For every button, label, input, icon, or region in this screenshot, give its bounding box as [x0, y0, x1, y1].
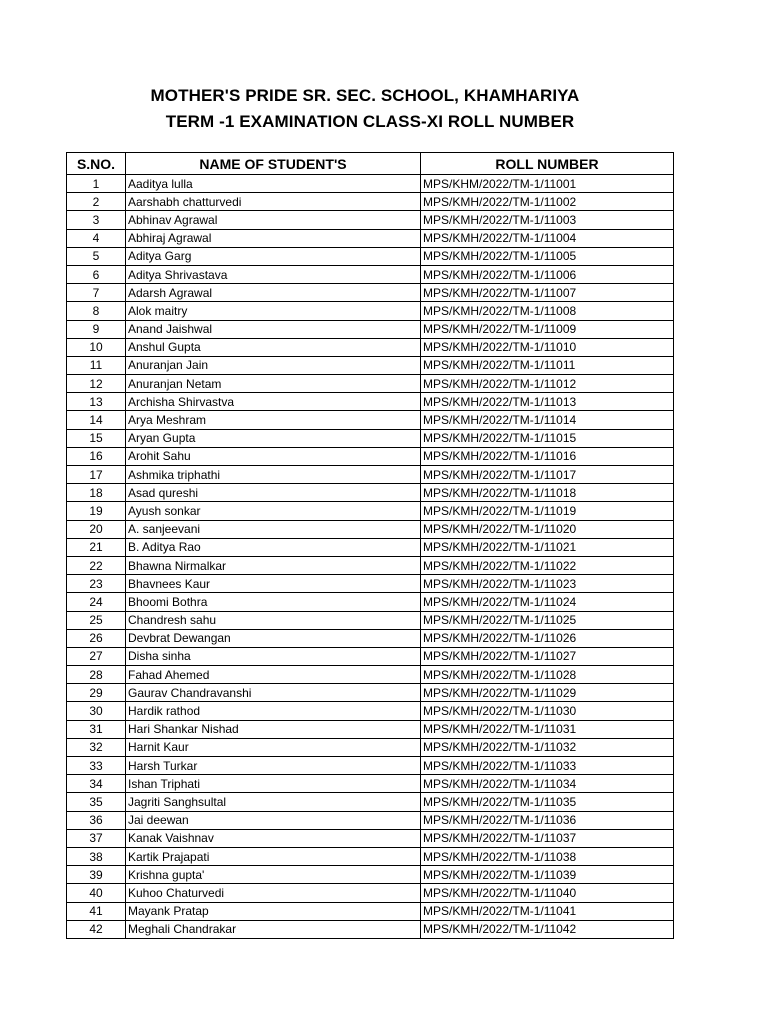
cell-student-name: Kartik Prajapati — [126, 847, 421, 865]
table-row — [67, 611, 674, 629]
cell-sno: 12 — [67, 375, 126, 393]
cell-roll-number: MPS/KMH/2022/TM-1/11014 — [421, 411, 674, 429]
cell-sno: 38 — [67, 847, 126, 865]
cell-sno: 4 — [67, 229, 126, 247]
column-header-name: NAME OF STUDENT'S — [126, 153, 421, 175]
cell-student-name: Bhoomi Bothra — [126, 593, 421, 611]
table-row — [67, 920, 674, 938]
table-row — [67, 775, 674, 793]
cell-student-name: Kanak Vaishnav — [126, 829, 421, 847]
cell-sno: 2 — [67, 193, 126, 211]
cell-student-name: Arohit Sahu — [126, 447, 421, 465]
cell-sno: 7 — [67, 284, 126, 302]
cell-sno: 21 — [67, 538, 126, 556]
cell-roll-number: MPS/KMH/2022/TM-1/11007 — [421, 284, 674, 302]
table-row — [67, 484, 674, 502]
table-row — [67, 757, 674, 775]
cell-sno: 22 — [67, 556, 126, 574]
cell-sno: 24 — [67, 593, 126, 611]
cell-student-name: Arya Meshram — [126, 411, 421, 429]
cell-student-name: Abhinav Agrawal — [126, 211, 421, 229]
table-row — [67, 684, 674, 702]
cell-roll-number: MPS/KMH/2022/TM-1/11027 — [421, 647, 674, 665]
cell-sno: 26 — [67, 629, 126, 647]
cell-sno: 20 — [67, 520, 126, 538]
cell-student-name: Aaditya lulla — [126, 175, 421, 193]
cell-student-name: Abhiraj Agrawal — [126, 229, 421, 247]
table-row — [67, 866, 674, 884]
cell-student-name: Aditya Garg — [126, 247, 421, 265]
table-row — [67, 393, 674, 411]
cell-roll-number: MPS/KMH/2022/TM-1/11024 — [421, 593, 674, 611]
table-row — [67, 666, 674, 684]
table-row — [67, 575, 674, 593]
cell-roll-number: MPS/KMH/2022/TM-1/11013 — [421, 393, 674, 411]
cell-roll-number: MPS/KMH/2022/TM-1/11031 — [421, 720, 674, 738]
cell-sno: 40 — [67, 884, 126, 902]
cell-student-name: Anuranjan Netam — [126, 375, 421, 393]
table-row — [67, 175, 674, 193]
table-row — [67, 902, 674, 920]
cell-roll-number: MPS/KMH/2022/TM-1/11029 — [421, 684, 674, 702]
cell-student-name: Anuranjan Jain — [126, 356, 421, 374]
exam-subtitle: TERM -1 EXAMINATION CLASS-XI ROLL NUMBER — [165, 112, 575, 131]
cell-roll-number: MPS/KMH/2022/TM-1/11038 — [421, 847, 674, 865]
cell-student-name: Aditya Shrivastava — [126, 265, 421, 283]
cell-student-name: Mayank Pratap — [126, 902, 421, 920]
table-row — [67, 502, 674, 520]
table-row — [67, 720, 674, 738]
cell-sno: 41 — [67, 902, 126, 920]
cell-student-name: Anand Jaishwal — [126, 320, 421, 338]
cell-sno: 9 — [67, 320, 126, 338]
school-title: MOTHER'S PRIDE SR. SEC. SCHOOL, KHAMHARIYA — [150, 86, 580, 105]
cell-sno: 8 — [67, 302, 126, 320]
cell-sno: 19 — [67, 502, 126, 520]
cell-roll-number: MPS/KMH/2022/TM-1/11036 — [421, 811, 674, 829]
cell-student-name: Adarsh Agrawal — [126, 284, 421, 302]
table-row — [67, 647, 674, 665]
cell-roll-number: MPS/KMH/2022/TM-1/11037 — [421, 829, 674, 847]
cell-student-name: B. Aditya Rao — [126, 538, 421, 556]
cell-roll-number: MPS/KMH/2022/TM-1/11017 — [421, 466, 674, 484]
cell-roll-number: MPS/KMH/2022/TM-1/11039 — [421, 866, 674, 884]
table-row — [67, 356, 674, 374]
cell-roll-number: MPS/KMH/2022/TM-1/11006 — [421, 265, 674, 283]
cell-student-name: Alok maitry — [126, 302, 421, 320]
cell-student-name: Jai deewan — [126, 811, 421, 829]
cell-sno: 36 — [67, 811, 126, 829]
cell-student-name: Asad qureshi — [126, 484, 421, 502]
cell-sno: 6 — [67, 265, 126, 283]
cell-sno: 25 — [67, 611, 126, 629]
cell-student-name: Meghali Chandrakar — [126, 920, 421, 938]
cell-student-name: Harsh Turkar — [126, 757, 421, 775]
cell-roll-number: MPS/KMH/2022/TM-1/11023 — [421, 575, 674, 593]
cell-student-name: Archisha Shirvastva — [126, 393, 421, 411]
cell-sno: 16 — [67, 447, 126, 465]
cell-sno: 33 — [67, 757, 126, 775]
table-row — [67, 229, 674, 247]
table-body — [67, 175, 674, 939]
table-row — [67, 847, 674, 865]
cell-student-name: Ayush sonkar — [126, 502, 421, 520]
cell-roll-number: MPS/KMH/2022/TM-1/11041 — [421, 902, 674, 920]
cell-sno: 5 — [67, 247, 126, 265]
cell-student-name: Disha sinha — [126, 647, 421, 665]
cell-roll-number: MPS/KMH/2022/TM-1/11012 — [421, 375, 674, 393]
cell-roll-number: MPS/KMH/2022/TM-1/11042 — [421, 920, 674, 938]
column-header-roll-number: ROLL NUMBER — [421, 153, 674, 175]
cell-roll-number: MPS/KMH/2022/TM-1/11021 — [421, 538, 674, 556]
cell-student-name: Anshul Gupta — [126, 338, 421, 356]
cell-roll-number: MPS/KMH/2022/TM-1/11030 — [421, 702, 674, 720]
table-row — [67, 447, 674, 465]
table-row — [67, 556, 674, 574]
cell-roll-number: MPS/KMH/2022/TM-1/11010 — [421, 338, 674, 356]
table-row — [67, 375, 674, 393]
cell-student-name: Krishna gupta' — [126, 866, 421, 884]
table-row — [67, 520, 674, 538]
table-row — [67, 302, 674, 320]
cell-student-name: Hardik rathod — [126, 702, 421, 720]
table-row — [67, 211, 674, 229]
roll-number-table — [66, 152, 674, 939]
table-row — [67, 593, 674, 611]
cell-sno: 32 — [67, 738, 126, 756]
table-row — [67, 811, 674, 829]
cell-sno: 13 — [67, 393, 126, 411]
cell-roll-number: MPS/KMH/2022/TM-1/11011 — [421, 356, 674, 374]
cell-roll-number: MPS/KMH/2022/TM-1/11025 — [421, 611, 674, 629]
cell-roll-number: MPS/KMH/2022/TM-1/11040 — [421, 884, 674, 902]
table-row — [67, 193, 674, 211]
cell-roll-number: MPS/KMH/2022/TM-1/11002 — [421, 193, 674, 211]
cell-roll-number: MPS/KMH/2022/TM-1/11015 — [421, 429, 674, 447]
table-row — [67, 466, 674, 484]
cell-sno: 31 — [67, 720, 126, 738]
cell-roll-number: MPS/KMH/2022/TM-1/11028 — [421, 666, 674, 684]
table-row — [67, 338, 674, 356]
cell-sno: 35 — [67, 793, 126, 811]
cell-sno: 1 — [67, 175, 126, 193]
cell-student-name: Gaurav Chandravanshi — [126, 684, 421, 702]
cell-student-name: Bhavnees Kaur — [126, 575, 421, 593]
cell-roll-number: MPS/KMH/2022/TM-1/11018 — [421, 484, 674, 502]
cell-roll-number: MPS/KMH/2022/TM-1/11020 — [421, 520, 674, 538]
table-row — [67, 793, 674, 811]
column-header-sno: S.NO. — [67, 153, 126, 175]
cell-roll-number: MPS/KMH/2022/TM-1/11016 — [421, 447, 674, 465]
cell-roll-number: MPS/KMH/2022/TM-1/11004 — [421, 229, 674, 247]
cell-roll-number: MPS/KMH/2022/TM-1/11005 — [421, 247, 674, 265]
cell-sno: 14 — [67, 411, 126, 429]
table-row — [67, 829, 674, 847]
cell-roll-number: MPS/KMH/2022/TM-1/11034 — [421, 775, 674, 793]
cell-sno: 23 — [67, 575, 126, 593]
cell-sno: 29 — [67, 684, 126, 702]
cell-student-name: Hari Shankar Nishad — [126, 720, 421, 738]
cell-roll-number: MPS/KMH/2022/TM-1/11019 — [421, 502, 674, 520]
cell-sno: 42 — [67, 920, 126, 938]
cell-sno: 28 — [67, 666, 126, 684]
cell-sno: 37 — [67, 829, 126, 847]
cell-roll-number: MPS/KMH/2022/TM-1/11003 — [421, 211, 674, 229]
cell-student-name: Devbrat Dewangan — [126, 629, 421, 647]
cell-student-name: Ashmika triphathi — [126, 466, 421, 484]
cell-student-name: Kuhoo Chaturvedi — [126, 884, 421, 902]
table-row — [67, 265, 674, 283]
cell-sno: 30 — [67, 702, 126, 720]
table-row — [67, 284, 674, 302]
table-row — [67, 411, 674, 429]
cell-roll-number: MPS/KMH/2022/TM-1/11026 — [421, 629, 674, 647]
table-row — [67, 702, 674, 720]
cell-student-name: A. sanjeevani — [126, 520, 421, 538]
cell-sno: 3 — [67, 211, 126, 229]
cell-student-name: Aryan Gupta — [126, 429, 421, 447]
cell-sno: 27 — [67, 647, 126, 665]
table-row — [67, 429, 674, 447]
table-row — [67, 629, 674, 647]
cell-roll-number: MPS/KMH/2022/TM-1/11033 — [421, 757, 674, 775]
cell-roll-number: MPS/KMH/2022/TM-1/11022 — [421, 556, 674, 574]
cell-sno: 15 — [67, 429, 126, 447]
cell-sno: 17 — [67, 466, 126, 484]
cell-student-name: Fahad Ahemed — [126, 666, 421, 684]
cell-roll-number: MPS/KMH/2022/TM-1/11035 — [421, 793, 674, 811]
cell-sno: 11 — [67, 356, 126, 374]
cell-student-name: Ishan Triphati — [126, 775, 421, 793]
cell-sno: 18 — [67, 484, 126, 502]
table-row — [67, 884, 674, 902]
cell-student-name: Jagriti Sanghsultal — [126, 793, 421, 811]
table-row — [67, 538, 674, 556]
cell-sno: 34 — [67, 775, 126, 793]
cell-roll-number: MPS/KHM/2022/TM-1/11001 — [421, 175, 674, 193]
cell-roll-number: MPS/KMH/2022/TM-1/11008 — [421, 302, 674, 320]
table-row — [67, 247, 674, 265]
cell-student-name: Chandresh sahu — [126, 611, 421, 629]
cell-sno: 10 — [67, 338, 126, 356]
cell-student-name: Harnit Kaur — [126, 738, 421, 756]
cell-sno: 39 — [67, 866, 126, 884]
cell-roll-number: MPS/KMH/2022/TM-1/11032 — [421, 738, 674, 756]
table-row — [67, 738, 674, 756]
table-header-row — [67, 153, 674, 175]
cell-student-name: Aarshabh chatturvedi — [126, 193, 421, 211]
cell-student-name: Bhawna Nirmalkar — [126, 556, 421, 574]
cell-roll-number: MPS/KMH/2022/TM-1/11009 — [421, 320, 674, 338]
table-row — [67, 320, 674, 338]
